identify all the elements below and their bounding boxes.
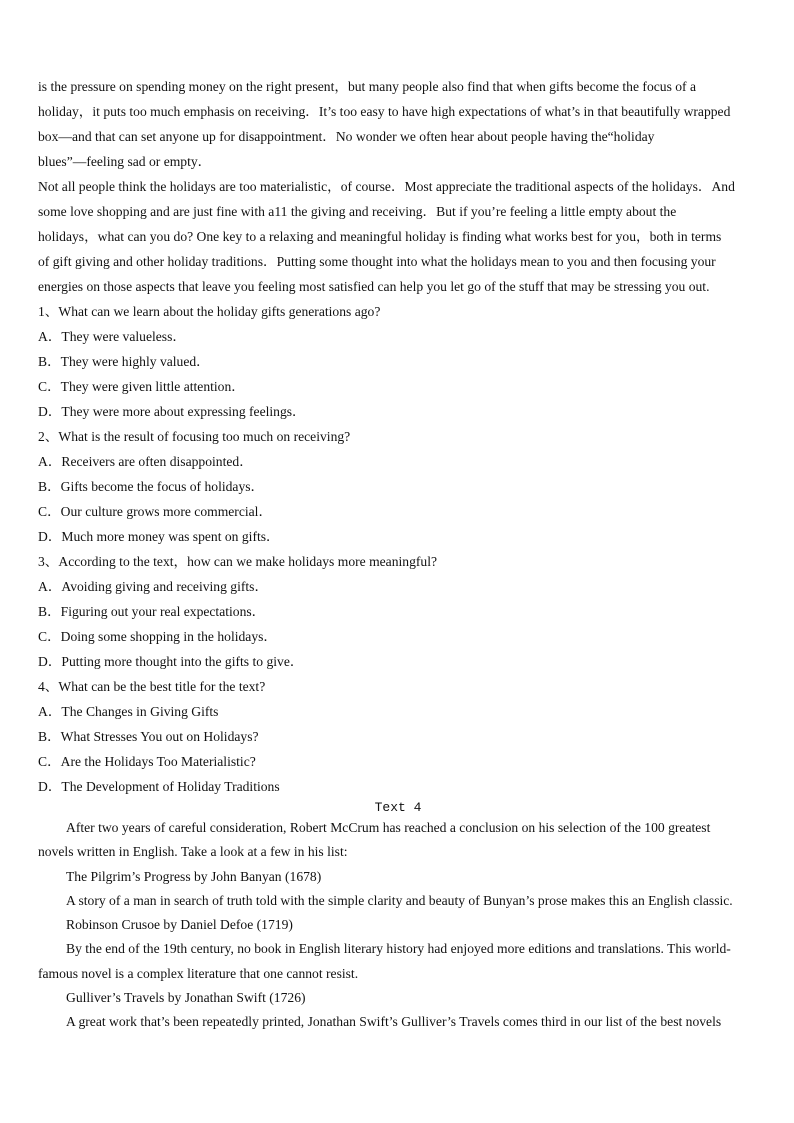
passage-line: Not all people think the holidays are too materialistic，of course．Most appreciate the traditional aspects of the holidays．And [38, 179, 735, 194]
option: C．Our culture grows more commercial． [38, 504, 273, 519]
option: A．They were valueless． [38, 329, 186, 344]
passage-line: of gift giving and other holiday traditions．Putting some thought into what the holidays mean to you and then focusing your [38, 254, 716, 269]
text4-line: A great work that’s been repeatedly printed, Jonathan Swift’s Gulliver’s Travels comes third in our list of the best novels [66, 1014, 722, 1030]
option: A．Receivers are often disappointed． [38, 454, 253, 469]
text4-line: After two years of careful consideration, Robert McCrum has reached a conclusion on his selection of the 100 greatest [66, 820, 711, 835]
option: D．Much more money was spent on gifts． [38, 529, 280, 544]
option: A．Avoiding giving and receiving gifts． [38, 579, 269, 594]
book-title: Gulliver’s Travels by Jonathan Swift (1726) [66, 990, 306, 1006]
option: B．What Stresses You out on Holidays? [38, 729, 259, 744]
text4-line: famous novel is a complex literature that one cannot resist. [38, 965, 359, 981]
section-title: Text 4 [374, 800, 422, 815]
text4-line: By the end of the 19th century, no book in English literary history had enjoyed more editions and translations. This world- [66, 941, 731, 957]
question-2: 2、What is the result of focusing too much on receiving? [38, 429, 351, 444]
option: B．Gifts become the focus of holidays． [38, 479, 265, 494]
passage-line: holiday，it puts too much emphasis on receiving．It’s too easy to have high expectations of what’s in that beautifully wrapped [38, 104, 731, 119]
option: B．They were highly valued． [38, 354, 210, 369]
question-4: 4、What can be the best title for the text? [38, 679, 266, 694]
option: D．They were more about expressing feelings． [38, 404, 306, 419]
document-page [38, 74, 758, 1035]
passage-line: some love shopping and are just fine with a11 the giving and receiving．But if you’re feeling a little empty about the [38, 204, 677, 219]
option: C．Doing some shopping in the holidays． [38, 629, 278, 644]
book-title: Robinson Crusoe by Daniel Defoe (1719) [66, 917, 293, 933]
passage-line: energies on those aspects that leave you feeling most satisfied can help you let go of the stuff that may be stressing you out. [38, 279, 710, 294]
passage-line: blues”—feeling sad or empty． [38, 154, 212, 169]
book-title: The Pilgrim’s Progress by John Banyan (1678) [66, 868, 322, 884]
option: A．The Changes in Giving Gifts [38, 704, 219, 719]
questions [38, 299, 758, 799]
question-3: 3、According to the text，how can we make holidays more meaningful? [38, 554, 438, 569]
passage [38, 74, 758, 299]
text4-passage [38, 816, 758, 1035]
option: C．Are the Holidays Too Materialistic? [38, 754, 256, 769]
option: D．Putting more thought into the gifts to give． [38, 654, 304, 669]
option: D．The Development of Holiday Traditions [38, 779, 280, 794]
option: B．Figuring out your real expectations． [38, 604, 266, 619]
text4-line: A story of a man in search of truth told with the simple clarity and beauty of Bunyan’s prose makes this an English classic. [66, 892, 733, 908]
option: C．They were given little attention． [38, 379, 245, 394]
question-1: 1、What can we learn about the holiday gifts generations ago? [38, 304, 381, 319]
text4-line: novels written in English. Take a look at a few in his list: [38, 844, 348, 860]
passage-line: holidays，what can you do? One key to a relaxing and meaningful holiday is finding what works best for you，both in terms [38, 229, 722, 244]
passage-line: box—and that can set anyone up for disappointment．No wonder we often hear about people having the“holiday [38, 129, 655, 144]
passage-line: is the pressure on spending money on the right present，but many people also find that when gifts become the focus of a [38, 79, 697, 94]
